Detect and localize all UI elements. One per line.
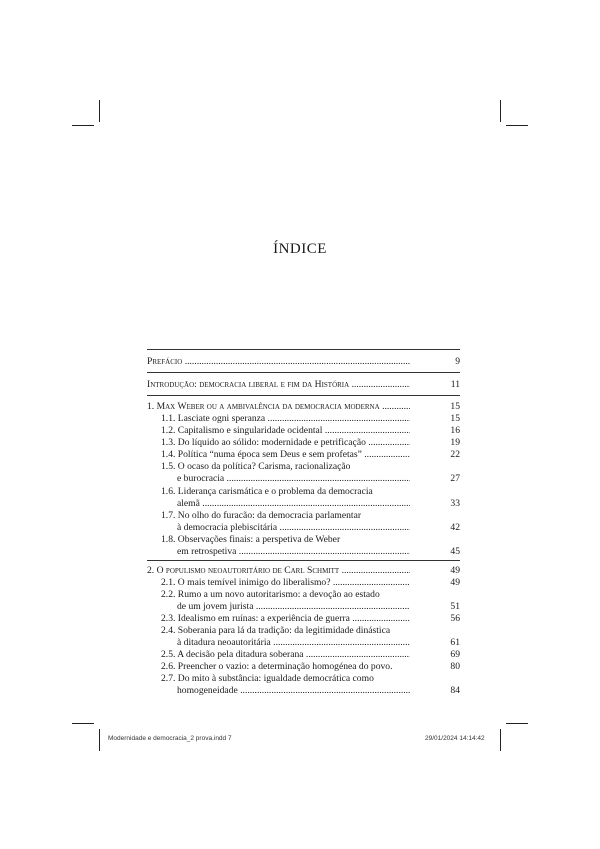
toc-row <box>147 425 460 437</box>
toc-entry-label: 2.7. Do mito à substância: igualdade democrática como <box>161 673 374 684</box>
toc-page-number: 84 <box>450 685 460 696</box>
toc-divider <box>147 395 460 396</box>
print-slug-filename: Modernidade e democracia_2 prova.indd 7 <box>108 735 232 742</box>
toc-entry-continuation: à ditadura neoautoritária ..... <box>177 637 410 649</box>
toc-divider <box>147 560 460 561</box>
toc-page-number: 69 <box>450 649 460 660</box>
toc-entry-label: 2.6. Preencher o vazio: a determinação homogénea do povo. <box>161 661 393 672</box>
crop-mark-top-right-h <box>506 125 528 126</box>
toc-row <box>147 486 460 498</box>
toc-row <box>147 613 460 625</box>
toc-row <box>147 673 460 685</box>
toc-page-number: 11 <box>450 379 460 390</box>
toc-page-number: 16 <box>450 425 460 436</box>
toc-entry-label: 1.1. Lasciate ogni speranza ..... <box>161 413 410 425</box>
toc-entry-continuation: alemã ..... <box>177 498 410 510</box>
toc-row-continuation <box>147 601 460 613</box>
toc-row-chapter-2 <box>147 565 460 577</box>
toc-entry-label: 1.7. No olho do furacão: da democracia parlamentar <box>161 510 362 521</box>
toc-entry-label: 1.2. Capitalismo e singularidade ocidental ..... <box>161 425 410 437</box>
toc-page-number: 19 <box>450 437 460 448</box>
toc-page-number: 61 <box>450 637 460 648</box>
toc-page-number: 15 <box>450 413 460 424</box>
toc-entry-label: 1.6. Liderança carismática e o problema da democracia <box>161 486 373 497</box>
toc-row <box>147 589 460 601</box>
toc-page-number: 27 <box>450 473 460 484</box>
toc-page-number: 49 <box>450 565 460 576</box>
toc-row-continuation <box>147 637 460 649</box>
toc-entry-label: 1.5. O ocaso da política? Carisma, racionalização <box>161 461 351 472</box>
crop-mark-top-left-v <box>99 100 100 122</box>
toc-entry-label: Prefácio ..... <box>147 356 410 368</box>
toc-entry-label: 1.3. Do líquido ao sólido: modernidade e petrificação ..... <box>161 437 410 449</box>
toc-row <box>147 437 460 449</box>
page-title: ÍNDICE <box>273 241 327 257</box>
crop-mark-bottom-left-v <box>99 729 100 751</box>
toc-row <box>147 510 460 522</box>
toc-top-rule <box>147 349 460 350</box>
crop-mark-top-left-h <box>72 125 94 126</box>
toc-entry-label: 2.4. Soberania para lá da tradição: da legitimidade dinástica <box>161 625 391 636</box>
toc-row-prefacio <box>147 356 460 368</box>
toc-row <box>147 534 460 546</box>
toc-row <box>147 649 460 661</box>
toc-row <box>147 461 460 473</box>
toc-row <box>147 449 460 461</box>
toc-entry-label: 2.2. Rumo a um novo autoritarismo: a devoção ao estado <box>161 589 380 600</box>
crop-mark-bottom-left-h <box>72 723 94 724</box>
toc-entry-label: 2.1. O mais temível inimigo do liberalismo? ..... <box>161 577 410 589</box>
toc-entry-continuation: homogeneidade ..... <box>177 685 410 697</box>
toc-page-number: 22 <box>450 449 460 460</box>
toc-row <box>147 413 460 425</box>
toc-page-number: 9 <box>455 356 460 367</box>
toc-page-number: 80 <box>450 661 460 672</box>
toc-row <box>147 625 460 637</box>
toc-page-number: 56 <box>450 613 460 624</box>
toc-row-continuation <box>147 473 460 485</box>
toc-divider <box>147 372 460 373</box>
toc-page-number: 33 <box>450 498 460 509</box>
toc-page-number: 51 <box>450 601 460 612</box>
toc-entry-label: 2.3. Idealismo em ruínas: a experiência de guerra ..... <box>161 613 410 625</box>
toc-entry-continuation: de um jovem jurista ..... <box>177 601 410 613</box>
toc-row <box>147 577 460 589</box>
toc-page-number: 45 <box>450 546 460 557</box>
toc-entry-label: 1. Max Weber ou a ambivalência da democracia moderna ..... <box>147 401 410 413</box>
toc-entry-continuation: à democracia plebiscitária ..... <box>177 522 410 534</box>
toc-row-chapter-1 <box>147 401 460 413</box>
crop-mark-top-right-v <box>500 100 501 122</box>
toc-page-number: 49 <box>450 577 460 588</box>
toc-row-continuation <box>147 546 460 558</box>
toc-entry-label: 2. O populismo neoautoritário de Carl Schmitt ..... <box>147 565 410 577</box>
toc-entry-continuation: e burocracia ..... <box>177 473 410 485</box>
toc-row-continuation <box>147 685 460 697</box>
print-slug-timestamp: 29/01/2024 14:14:42 <box>425 735 485 742</box>
toc-entry-label: 1.4. Política “numa época sem Deus e sem profetas” ..... <box>161 449 410 461</box>
toc-row <box>147 661 460 673</box>
toc-entry-label: 2.5. A decisão pela ditadura soberana ..... <box>161 649 410 661</box>
crop-mark-bottom-right-v <box>500 729 501 751</box>
toc-entry-label: Introdução: democracia liberal e fim da História ..... <box>147 379 410 391</box>
toc-entry-label: 1.8. Observações finais: a perspetiva de Weber <box>161 534 341 545</box>
toc-row-continuation <box>147 498 460 510</box>
toc-row-introducao <box>147 379 460 391</box>
toc-page-number: 15 <box>450 401 460 412</box>
toc-page-number: 42 <box>450 522 460 533</box>
crop-mark-bottom-right-h <box>506 723 528 724</box>
toc-row-continuation <box>147 522 460 534</box>
toc-entry-continuation: em retrospetiva ..... <box>177 546 410 558</box>
